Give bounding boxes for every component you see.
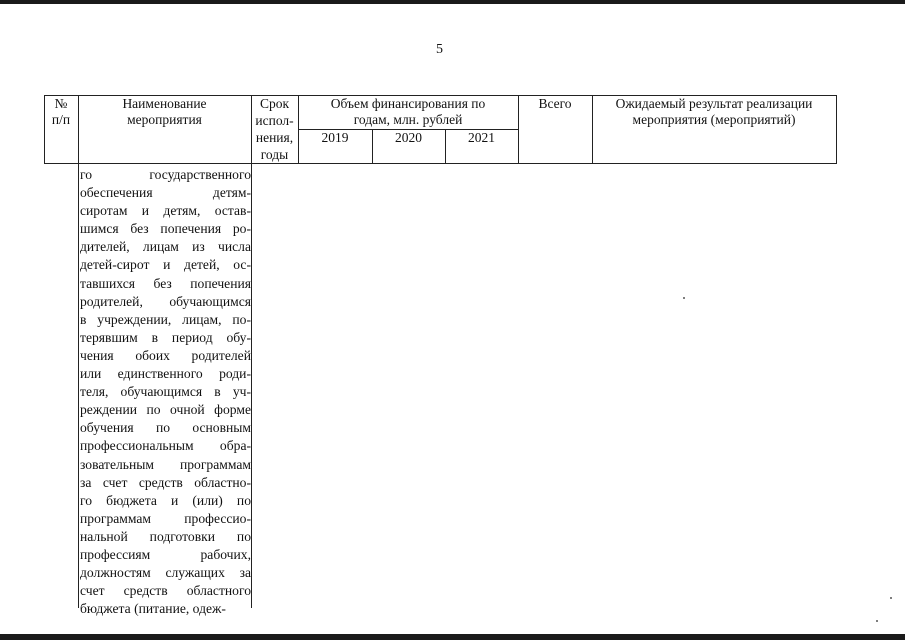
header-term-line4: годы — [260, 147, 289, 162]
text-line: го государственного — [80, 167, 251, 182]
header-term-line3: нения, — [255, 130, 294, 145]
col-divider — [836, 95, 837, 164]
header-name-line1: Наименование — [122, 96, 207, 111]
text-line: профессиональным обра- — [80, 438, 251, 454]
text-line: родителей, обучающимся — [80, 293, 251, 309]
text-line: в учреждении, лицам, по- — [80, 311, 251, 327]
col-divider — [251, 95, 252, 608]
header-result-line2: мероприятия (мероприятий) — [632, 112, 796, 127]
text-line: бюджета (питание, одеж- — [80, 601, 226, 617]
text-line: го бюджета и (или) по — [80, 492, 251, 508]
text-line: счет средств областного — [80, 583, 251, 599]
text-line: нальной подготовки по — [80, 528, 251, 544]
header-year-2021: 2021 — [468, 130, 495, 145]
text-line: зовательным программам — [80, 456, 251, 472]
header-year-2020: 2020 — [395, 130, 422, 145]
scan-bottom-border — [0, 634, 905, 640]
header-bottom-line — [44, 163, 837, 164]
scan-speck — [683, 297, 685, 299]
text-line: шимся без попечения ро- — [80, 221, 251, 237]
text-line: сиротам и детям, остав- — [80, 203, 251, 219]
header-year-2019: 2019 — [321, 130, 349, 145]
text-line: или единственного роди- — [80, 366, 251, 382]
scan-speck — [890, 597, 892, 599]
text-line: чения обоих родителей — [80, 347, 251, 363]
header-num-line2: п/п — [51, 112, 71, 127]
text-line: реждении по очной форме — [80, 402, 251, 418]
header-result-line1: Ожидаемый результат реализации — [615, 96, 813, 111]
scan-speck — [876, 620, 878, 622]
header-name-line2: мероприятия — [127, 112, 202, 127]
header-term-line1: Срок — [259, 96, 290, 111]
header-total: Всего — [538, 96, 572, 111]
col-divider — [78, 95, 79, 608]
page-number: 5 — [436, 42, 443, 57]
text-line: обучения по основным — [80, 420, 251, 436]
text-line: теля, обучающимся в уч- — [80, 384, 251, 400]
text-line: терявшим в период обу- — [80, 329, 251, 345]
text-line: профессиям рабочих, — [80, 546, 251, 562]
header-term-line2: испол- — [255, 113, 294, 128]
text-line: за счет средств областно- — [80, 474, 251, 490]
text-line: детей-сирот и детей, ос- — [80, 257, 251, 273]
text-line: программам профессио- — [80, 510, 251, 526]
text-line: тавшихся без попечения — [80, 275, 251, 291]
measure-description — [80, 166, 251, 618]
scan-top-border — [0, 0, 905, 4]
text-line: дителей, лицам из числа — [80, 239, 251, 255]
header-funding-line2: годам, млн. рублей — [353, 112, 463, 127]
header-funding-line1: Объем финансирования по — [330, 96, 486, 111]
header-num-line1: № — [54, 96, 68, 111]
text-line: должностям служащих за — [80, 565, 251, 581]
text-line: обеспечения детям- — [80, 185, 251, 201]
